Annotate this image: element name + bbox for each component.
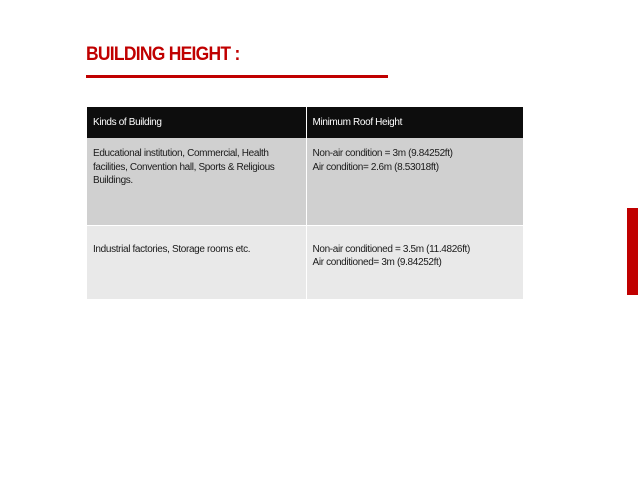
building-height-table — [87, 107, 523, 299]
cell-line: Air conditioned= 3m (9.84252ft) — [312, 257, 442, 268]
title-underline — [86, 75, 388, 78]
cell-building-kind — [87, 225, 306, 299]
side-accent-bar — [627, 208, 638, 295]
header-minimum-roof-height: Minimum Roof Height — [306, 107, 523, 138]
cell-line: Buildings. — [93, 175, 133, 186]
cell-line: Non-air conditioned = 3.5m (11.4826ft) — [312, 243, 470, 255]
cell-line: Air condition= 2.6m (8.53018ft) — [312, 161, 439, 173]
cell-line: Educational institution, Commercial, Health — [93, 148, 269, 159]
cell-line: Non-air condition = 3m (9.84252ft) — [312, 148, 453, 159]
cell-line: Industrial factories, Storage rooms etc. — [93, 243, 251, 255]
cell-roof-height — [306, 138, 523, 225]
table-row — [87, 138, 523, 225]
table-row — [87, 225, 523, 299]
cell-building-kind — [87, 138, 306, 225]
table-header-row — [87, 107, 523, 138]
cell-line: facilities, Convention hall, Sports & Religious — [93, 161, 275, 173]
cell-roof-height — [306, 225, 523, 299]
slide-title: BUILDING HEIGHT : — [86, 44, 240, 65]
header-kinds-of-building: Kinds of Building — [87, 107, 306, 138]
